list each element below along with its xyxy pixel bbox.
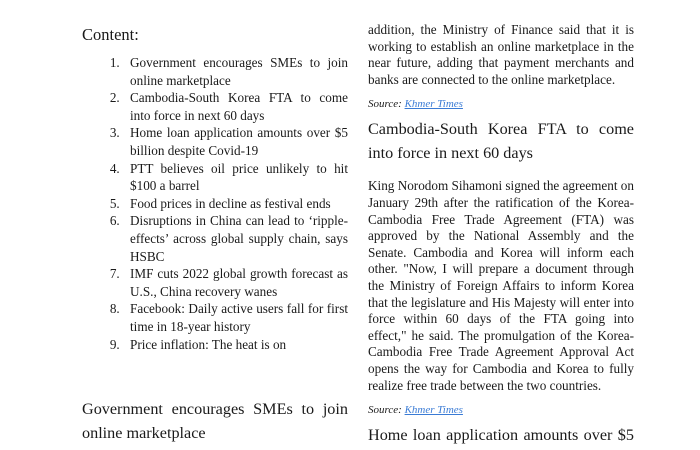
- article1-source: [368, 97, 634, 111]
- article2-body: King Norodom Sihamoni signed the agreement on January 29th after the ratification of the Korea-Cambodia Free Trade Agreement (FTA) was approved by the National Assembly and the Senate. Cambodia and Korea will inform each other. "Now, I will prepare a document through the Ministry of Foreign Affairs to inform Korea that the legislature and His Majesty will enter into force within 60 days of the FTA going into effect," he said. The promulgation of the Korea-Cambodia Free Trade Agreement Approval Act opens the way for Cambodia and Korea to fully realize free trade between the two countries.: [368, 178, 634, 393]
- toc-item[interactable]: 9. Price inflation: The heat is on: [123, 336, 348, 354]
- toc-item[interactable]: 6. Disruptions in China can lead to ‘ripple-effects’ across global supply chain, says HSBC: [123, 212, 348, 265]
- article2-source: [368, 403, 634, 417]
- toc-item[interactable]: 3. Home loan application amounts over $5 billion despite Covid-19: [123, 124, 348, 159]
- table-of-contents: [82, 24, 348, 353]
- toc-title: Content:: [82, 25, 139, 44]
- toc-item[interactable]: 4. PTT believes oil price unlikely to hit $100 a barrel: [123, 160, 348, 195]
- article2-heading-line1: Cambodia-South Korea FTA to come: [368, 120, 634, 139]
- source-link[interactable]: Khmer Times: [404, 404, 463, 417]
- article1-tail-text: addition, the Ministry of Finance said that it is working to establish an online marketplace in the near future, adding that payment merchants and banks are connected to the online marketplace.: [368, 22, 634, 87]
- right-column: [368, 22, 634, 447]
- source-label: Source:: [368, 98, 402, 111]
- source-label: Source:: [368, 404, 402, 417]
- toc-list: [82, 54, 348, 353]
- article2-heading-line2: into force in next 60 days: [368, 144, 533, 163]
- toc-item[interactable]: 1. Government encourages SMEs to join online marketplace: [123, 54, 348, 89]
- toc-item[interactable]: 5. Food prices in decline as festival ends: [123, 195, 348, 213]
- article2-heading: [368, 117, 634, 165]
- article1-heading: [82, 397, 348, 445]
- source-link[interactable]: Khmer Times: [404, 98, 463, 111]
- toc-item[interactable]: 2. Cambodia-South Korea FTA to come into force in next 60 days: [123, 89, 348, 124]
- toc-item[interactable]: 8. Facebook: Daily active users fall for first time in 18-year history: [123, 300, 348, 335]
- article1-heading-line1: Government encourages SMEs to join: [82, 400, 348, 418]
- article1-heading-line2: online marketplace: [82, 424, 206, 442]
- article3-heading: Home loan application amounts over $5: [368, 426, 634, 445]
- toc-item[interactable]: 7. IMF cuts 2022 global growth forecast as U.S., China recovery wanes: [123, 265, 348, 300]
